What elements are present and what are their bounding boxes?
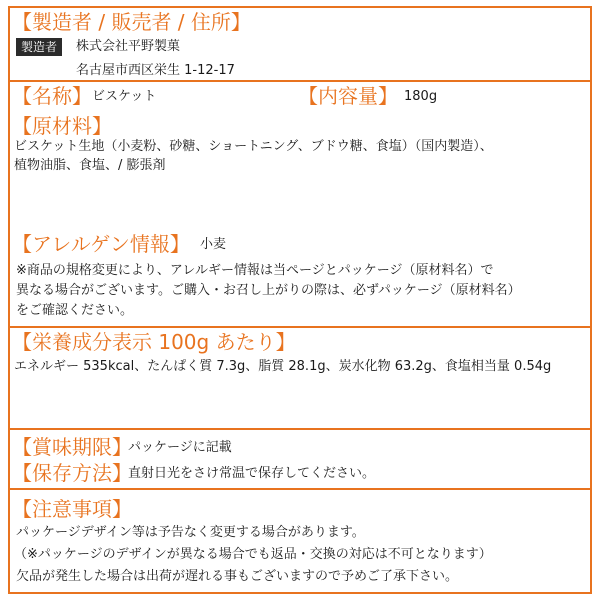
caution-line: パッケージデザイン等は予告なく変更する場合があります。 — [16, 525, 365, 540]
maker-badge: 製造者 — [16, 38, 62, 56]
allergen-note: ※商品の規格変更により、アレルギー情報は当ページとパッケージ（原材料名）で — [16, 263, 494, 278]
caution-line: （※パッケージのデザインが異なる場合でも返品・交換の対応は不可となります） — [14, 547, 492, 562]
name-value: ビスケット — [92, 89, 157, 104]
allergen-note: をご確認ください。 — [16, 303, 134, 318]
maker-section — [8, 6, 592, 82]
nutrition-heading: 【栄養成分表示 100g あたり】 — [12, 330, 296, 354]
caution-line: 欠品が発生した場合は出荷が遅れる事もございますので予めご了承下さい。 — [16, 569, 459, 584]
volume-heading: 【内容量】 — [298, 84, 398, 108]
caution-heading: 【注意事項】 — [12, 497, 132, 521]
ingredients-line: 植物油脂、食塩、/ 膨張剤 — [14, 158, 166, 173]
maker-address: 名古屋市西区栄生 1-12-17 — [76, 63, 235, 78]
ingredients-heading: 【原材料】 — [12, 114, 112, 138]
allergen-note: 異なる場合がございます。ご購入・お召し上がりの際は、必ずパッケージ（原材料名） — [16, 283, 521, 298]
ingredients-line: ビスケット生地（小麦粉、砂糖、ショートニング、ブドウ糖、食塩）（国内製造）、 — [14, 139, 493, 154]
caution-section — [8, 488, 592, 594]
allergen-value: 小麦 — [200, 237, 227, 252]
storage-heading: 【保存方法】 — [12, 461, 132, 485]
nutrition-values: エネルギー 535kcal、たんぱく質 7.3g、脂質 28.1g、炭水化物 63.2g、食塩相当量 0.54g — [14, 359, 552, 374]
expiry-storage-section — [8, 428, 592, 490]
name-heading: 【名称】 — [12, 84, 92, 108]
volume-value: 180g — [404, 89, 438, 104]
storage-value: 直射日光をさけ常温で保存してください。 — [128, 466, 376, 481]
expiry-value: パッケージに記載 — [128, 440, 232, 455]
maker-company: 株式会社平野製菓 — [76, 39, 181, 54]
maker-heading: 【製造者 / 販売者 / 住所】 — [12, 10, 251, 34]
nutrition-section — [8, 326, 592, 430]
expiry-heading: 【賞味期限】 — [12, 435, 132, 459]
product-section — [8, 80, 592, 328]
allergen-heading: 【アレルゲン情報】 — [12, 232, 190, 256]
